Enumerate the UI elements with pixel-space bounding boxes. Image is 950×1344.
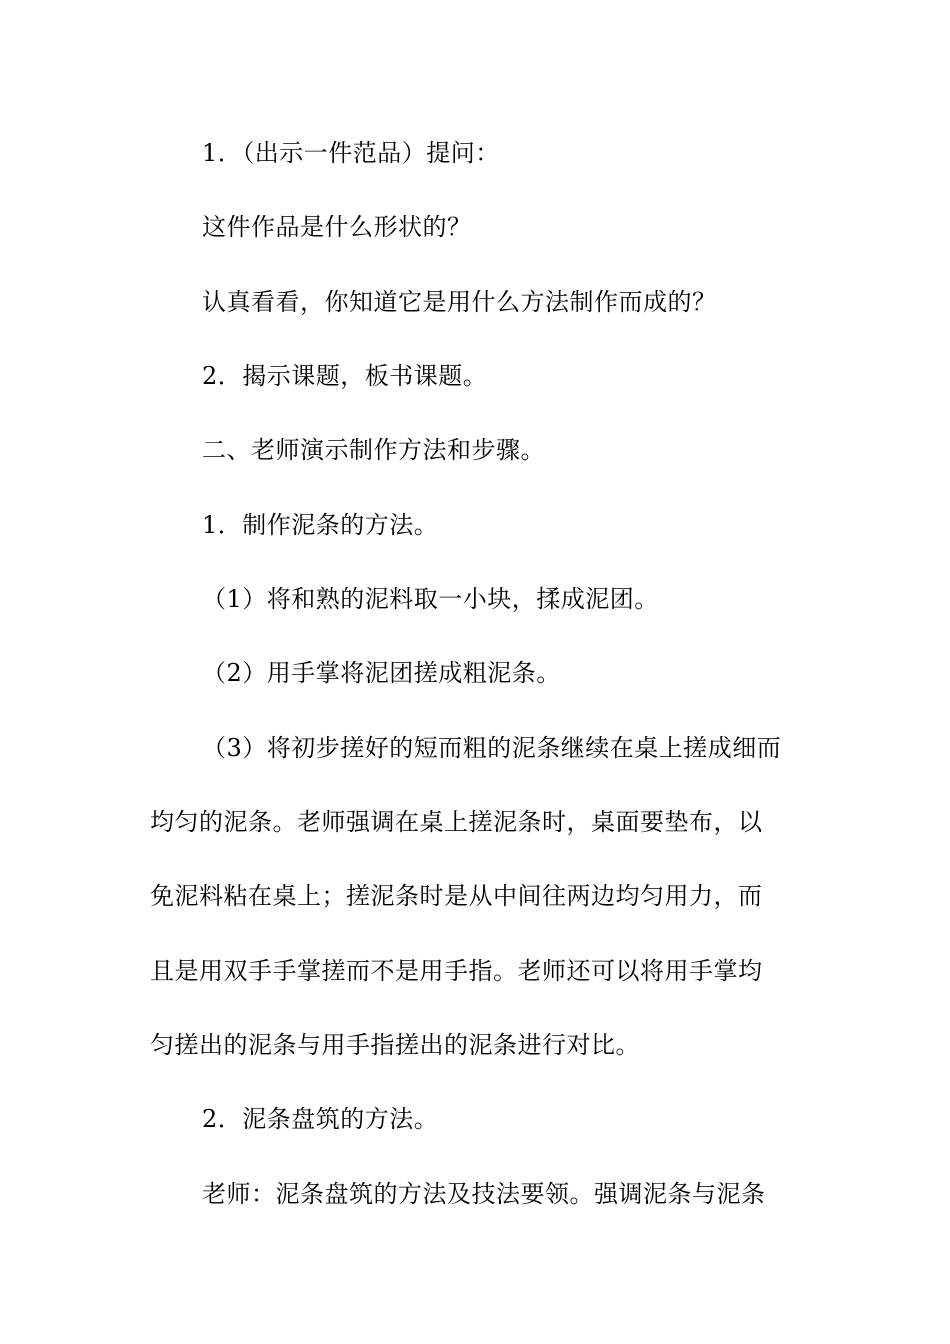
text-line: 老师：泥条盘筑的方法及技法要领。强调泥条与泥条 bbox=[202, 1180, 766, 1208]
text-line: 免泥料粘在桌上；搓泥条时是从中间往两边均匀用力，而 bbox=[150, 882, 763, 910]
text-line: 2．泥条盘筑的方法。 bbox=[202, 1105, 439, 1133]
text-line: 认真看看，你知道它是用什么方法制作而成的？ bbox=[202, 288, 717, 316]
text-line: （3）将初步搓好的短而粗的泥条继续在桌上搓成细而 bbox=[202, 734, 782, 762]
text-line: （1）将和熟的泥料取一小块，揉成泥团。 bbox=[202, 585, 659, 613]
text-line: （2）用手掌将泥团搓成粗泥条。 bbox=[202, 659, 561, 687]
text-line: 且是用双手手掌搓而不是用手指。老师还可以将用手掌均 bbox=[150, 957, 763, 985]
text-line: 匀搓出的泥条与用手指搓出的泥条进行对比。 bbox=[150, 1031, 640, 1059]
text-line: 2．揭示课题，板书课题。 bbox=[202, 362, 488, 390]
text-line: 1．制作泥条的方法。 bbox=[202, 511, 439, 539]
text-line: 这件作品是什么形状的？ bbox=[202, 213, 472, 241]
text-line: 均匀的泥条。老师强调在桌上搓泥条时，桌面要垫布，以 bbox=[150, 808, 763, 836]
section-heading: 二、老师演示制作方法和步骤。 bbox=[202, 436, 545, 464]
text-line: 1．（出示一件范品）提问： bbox=[202, 139, 500, 167]
